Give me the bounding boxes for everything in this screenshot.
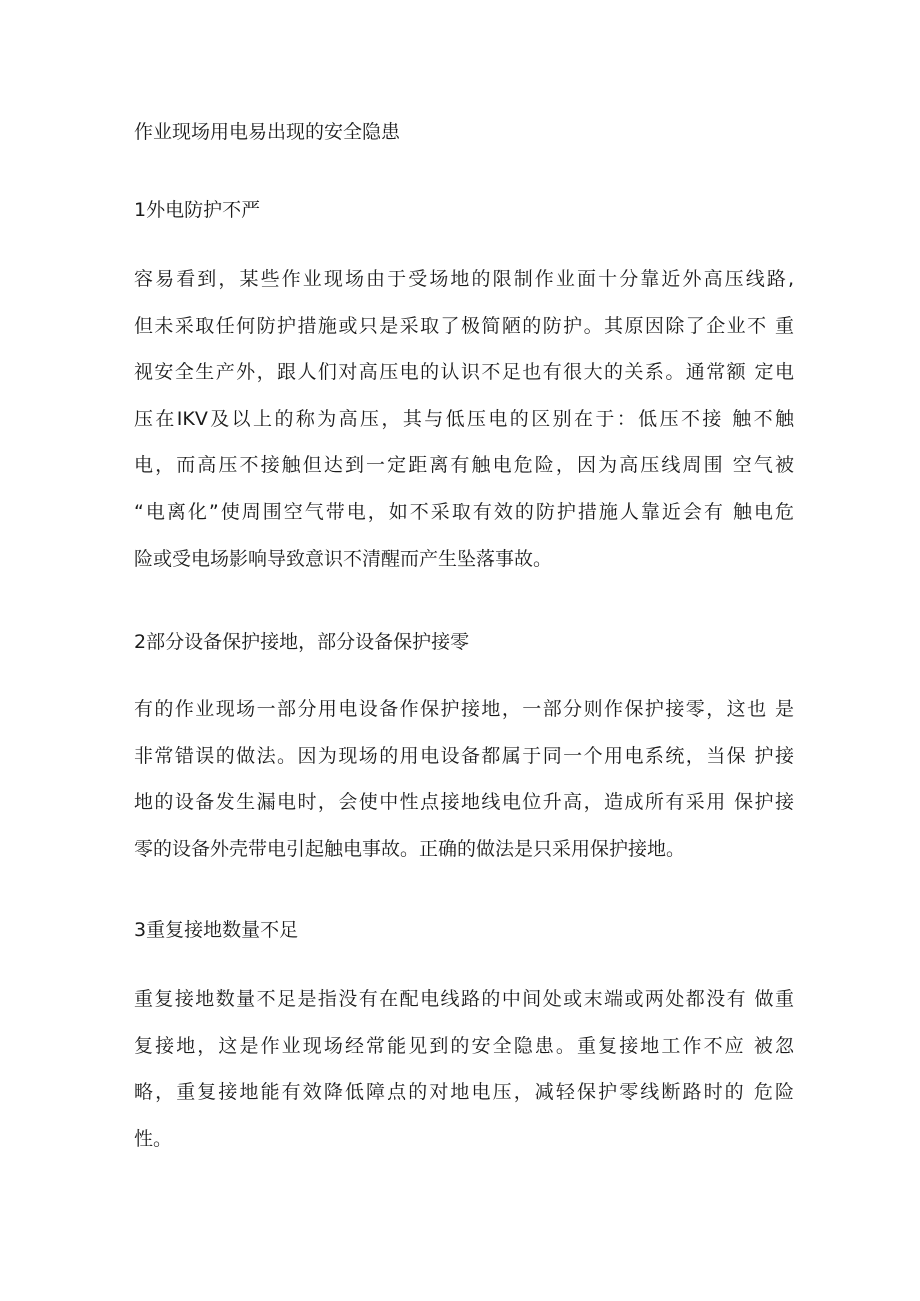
section-1-heading: 1外电防护不严 [134, 199, 261, 221]
paragraph-line: 非常错误的做法。因为现场的用电设备都属于同一个用电系统，当保 护接 [134, 744, 794, 767]
paragraph-line: 险或受电场影响导致意识不清醒而产生坠落事故。 [134, 547, 553, 570]
section-3-heading: 3重复接地数量不足 [134, 919, 299, 941]
section-1-paragraph [134, 256, 794, 582]
paragraph-line: 电，而高压不接触但达到一定距离有触电危险，因为高压线周围 空气被 [134, 454, 794, 477]
section-2-heading: 2部分设备保护接地，部分设备保护接零 [134, 631, 470, 653]
paragraph-line: 但未采取任何防护措施或只是采取了极简陋的防护。其原因除了企业不 重 [134, 314, 794, 337]
paragraph-line: 零的设备外壳带电引起触电事故。正确的做法是只采用保护接地。 [134, 837, 686, 860]
paragraph-line: 容易看到，某些作业现场由于受场地的限制作业面十分靠近外高压线路, [134, 268, 794, 290]
section-2-paragraph [134, 686, 794, 872]
paragraph-line: 复接地，这是作业现场经常能见到的安全隐患。重复接地工作不应 被忽 [134, 1034, 794, 1057]
paragraph-line: “电离化”使周围空气带电，如不采取有效的防护措施人靠近会有 触电危 [134, 500, 794, 523]
paragraph-line: 视安全生产外，跟人们对高压电的认识不足也有很大的关系。通常额 定电 [134, 361, 794, 384]
paragraph-line: 性。 [134, 1127, 173, 1150]
paragraph-line: 重复接地数量不足是指没有在配电线路的中间处或末端或两处都没有 做重 [134, 988, 794, 1010]
document-title: 作业现场用电易出现的安全隐患 [134, 121, 401, 143]
paragraph-line: 有的作业现场一部分用电设备作保护接地，一部分则作保护接零，这也 是 [134, 698, 794, 720]
paragraph-line: 压在IKV及以上的称为高压，其与低压电的区别在于：低压不接 触不触 [134, 407, 794, 430]
paragraph-line: 地的设备发生漏电时，会使中性点接地线电位升高，造成所有采用 保护接 [134, 791, 794, 814]
paragraph-line: 略，重复接地能有效降低障点的对地电压，减轻保护零线断路时的 危险 [134, 1081, 794, 1104]
section-3-paragraph [134, 976, 794, 1162]
